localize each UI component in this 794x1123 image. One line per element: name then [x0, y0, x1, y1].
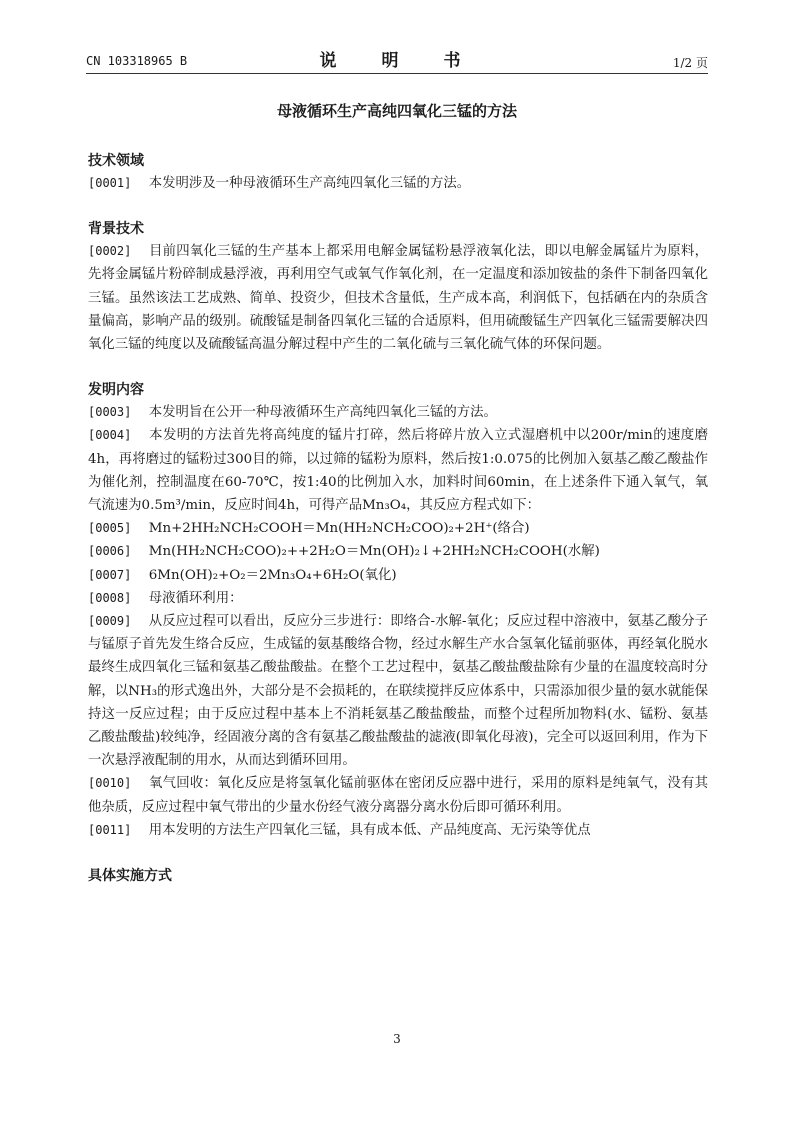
document-type: 说 明 书: [319, 51, 475, 71]
section-heading-invention: 发明内容: [88, 382, 144, 399]
paragraph-0002: [88, 240, 708, 356]
paragraph-number: [0007]: [88, 567, 132, 582]
paragraph-0007: [88, 564, 708, 587]
paragraph-0010: [88, 772, 708, 818]
paragraph-number: [0002]: [88, 244, 132, 259]
paragraph-text: 本发明旨在公开一种母液循环生产高纯四氧化三锰的方法。: [148, 405, 497, 421]
paragraph-0008: [88, 587, 708, 610]
paragraph-text: 本发明涉及一种母液循环生产高纯四氧化三锰的方法。: [148, 176, 471, 191]
paragraph-text: 从反应过程可以看出，反应分三步进行：即络合-水解-氧化；反应过程中溶液中，氨基乙酸分子与锰原子首先发生络合反应，生成锰的氨基酸络合物，经过水解生产水合氢氧化锰前驱体，再经氧化脱水最终生成四氧化三锰和氨基乙酸盐酸盐。在整个工艺过程中，氨基乙酸盐酸盐除有少量的在温度较高时分解，以NH₃的形式逸出外，大部分是不会损耗的，在联续搅拌反应体系中，只需添加很少量的氨水就能保持这一反应过程；由于反应过程中基本上不消耗氨基乙酸盐酸盐，而整个过程所加物料(水、锰粉、氨基乙酸盐酸盐)较纯净，经固液分离的含有氨基乙酸盐酸盐的滤液(即氧化母液)，完全可以返回利用，作为下一次悬浮液配制的用水，从而达到循环回用。: [88, 614, 708, 769]
equation-complexation: Mn+2HH₂NCH₂COOH＝Mn(HH₂NCH₂COO)₂+2H⁺(络合): [148, 521, 530, 537]
paragraph-0003: [88, 401, 708, 424]
paragraph-number: [0006]: [88, 544, 132, 559]
section-heading-embodiment: 具体实施方式: [88, 868, 172, 885]
paragraph-text: 本发明的方法首先将高纯度的锰片打碎，然后将碎片放入立式湿磨机中以200r/min的速度磨4h，再将磨过的锰粉过300目的筛，以过筛的锰粉为原料，然后按1:0.075的比例加入氨基乙酸乙酸盐作为催化剂，控制温度在60-70℃，按1:40的比例加入水，加料时间60min，在上述条件下通入氧气，氧气流速为0.5m³/min，反应时间4h，可得产品Mn₃O₄，其反应方程式如下：: [88, 428, 708, 514]
paragraph-0004: [88, 424, 708, 517]
page-indicator: 1/2 页: [672, 56, 708, 70]
document-title: 母液循环生产高纯四氧化三锰的方法: [276, 102, 517, 120]
paragraph-0001: [88, 172, 708, 195]
paragraph-0009: [88, 610, 708, 772]
paragraph-number: [0010]: [88, 776, 132, 791]
paragraph-0011: [88, 819, 708, 842]
section-heading-background: 背景技术: [88, 221, 144, 238]
paragraph-text: 母液循环利用：: [148, 590, 243, 606]
paragraph-number: [0008]: [88, 590, 132, 605]
paragraph-0006: [88, 540, 708, 563]
page-header: [86, 46, 708, 76]
paragraph-number: [0005]: [88, 521, 132, 536]
paragraph-0005: [88, 517, 708, 540]
equation-oxidation: 6Mn(OH)₂+O₂＝2Mn₃O₄+6H₂O(氧化): [148, 567, 397, 583]
paragraph-number: [0011]: [88, 822, 132, 837]
paragraph-text: 目前四氧化三锰的生产基本上都采用电解金属锰粉悬浮液氧化法，即以电解金属锰片为原料，先将金属锰片粉碎制成悬浮液，再利用空气或氧气作氧化剂，在一定温度和添加铵盐的条件下制备四氧化三锰。虽然该法工艺成熟、简单、投资少，但技术含量低，生产成本高，利润低下，包括硒在内的杂质含量偏高，影响产品的级别。硫酸锰是制备四氧化三锰的合适原料，但用硫酸锰生产四氧化三锰需要解决四氧化三锰的纯度以及硫酸锰高温分解过程中产生的二氧化硫与三氧化硫气体的环保问题。: [88, 244, 708, 353]
paragraph-number: [0003]: [88, 405, 132, 420]
paragraph-number: [0004]: [88, 428, 132, 443]
section-heading-tech-field: 技术领域: [88, 153, 144, 169]
equation-hydrolysis: Mn(HH₂NCH₂COO)₂++2H₂O＝Mn(OH)₂↓+2HH₂NCH₂COOH(水解): [148, 544, 600, 560]
paragraph-text: 氧气回收：氧化反应是将氢氧化锰前驱体在密闭反应器中进行，采用的原料是纯氧气，没有其他杂质，反应过程中氧气带出的少量水份经气液分离器分离水份后即可循环利用。: [88, 776, 708, 815]
patent-number: CN 103318965 B: [86, 54, 188, 68]
paragraph-number: [0009]: [88, 614, 132, 629]
document-body: [88, 150, 708, 887]
paragraph-text: 用本发明的方法生产四氧化三锰，具有成本低、产品纯度高、无污染等优点: [148, 822, 591, 838]
header-rule: [86, 73, 708, 74]
page-number: 3: [393, 1032, 401, 1046]
paragraph-number: [0001]: [88, 176, 132, 190]
